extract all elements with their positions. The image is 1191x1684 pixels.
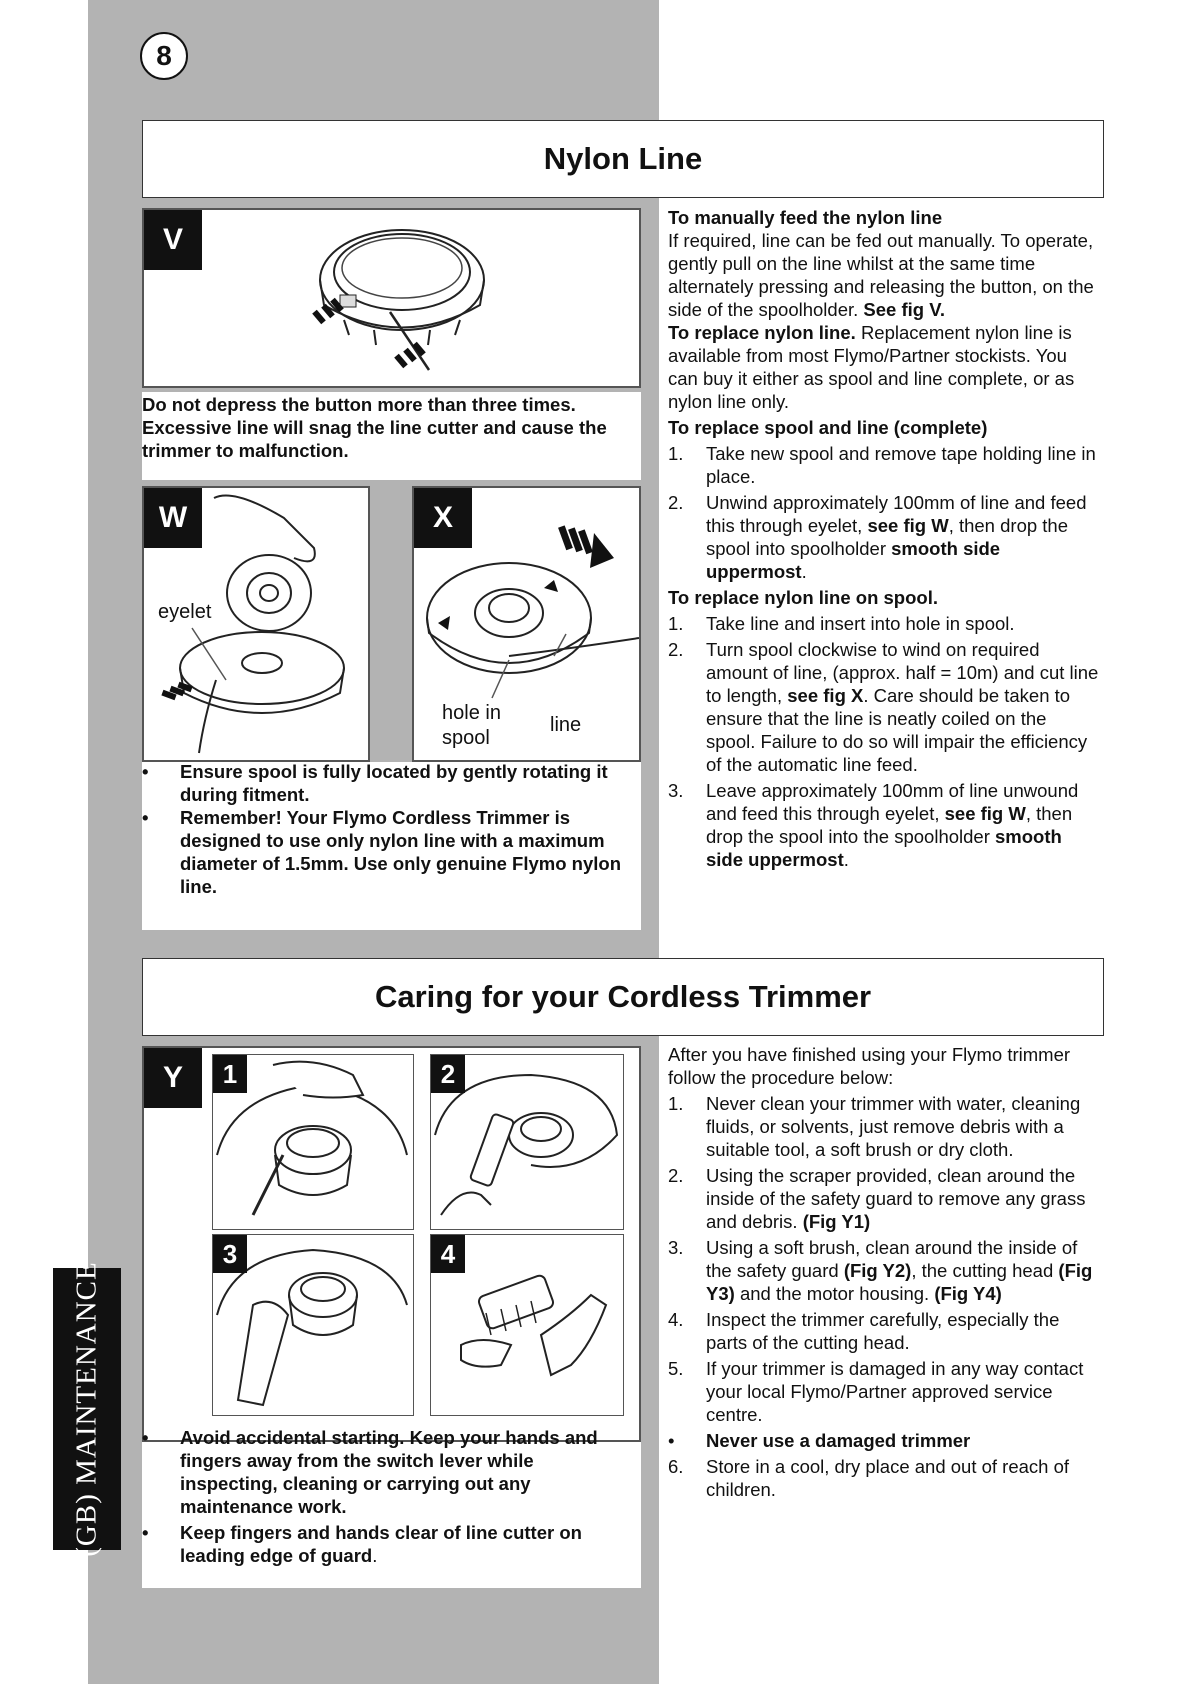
side-tab-label: (GB) MAINTENANCE [70,1261,103,1557]
caring-intro: After you have finished using your Flymo trimmer follow the procedure below: [668,1044,1071,1088]
spoolholder-illustration [144,210,639,386]
list-item: 3. Leave approximately 100mm of line unwound and feed this through eyelet, see fig W, then drop the spool into the spoolholder smooth side uppermost. [668,780,1079,870]
figure-w-label: W [144,488,202,548]
list-item: 5. If your trimmer is damaged in any way contact your local Flymo/Partner approved service centre. [668,1358,1084,1425]
page-number: 8 [140,32,188,80]
hole-in-spool-caption: hole in spool [442,702,501,749]
figure-y2 [430,1054,624,1230]
replace-nylon-text: To replace nylon line. Replacement nylon line is available from most Flymo/Partner stockists. You can buy it either as spool and line complete, or as nylon line only. [668,322,1075,412]
replace-spool-steps [668,442,1100,583]
figure-y3-number: 3 [213,1235,247,1273]
replace-line-on-spool-heading: To replace nylon line on spool. [668,587,938,608]
safety-notes-list [142,1426,632,1567]
list-item: • Never use a damaged trimmer [668,1430,971,1451]
list-item: • Remember! Your Flymo Cordless Trimmer is designed to use only nylon line with a maximum diameter of 1.5mm. Use only genuine Flymo nylon line. [142,806,632,898]
line-caption: line [550,714,582,736]
fitting-notes-list [142,760,632,898]
eyelet-caption: eyelet [158,601,212,623]
list-item: • Keep fingers and hands clear of line cutter on leading edge of guard. [142,1521,632,1567]
figure-y2-number: 2 [431,1055,465,1093]
nylon-line-instructions [668,206,1100,874]
figure-x-label: X [414,488,472,548]
section-side-tab [53,1261,121,1557]
figure-y4-number: 4 [431,1235,465,1273]
button-warning-text: Do not depress the button more than three times. Excessive line will snag the line cutter and cause the trimmer to malfunction. [142,394,607,461]
list-item: 1. Take new spool and remove tape holding line in place. [668,443,1096,487]
figure-v [142,208,641,388]
figure-y4 [430,1234,624,1416]
figure-v-label: V [144,210,202,270]
list-item: • Avoid accidental starting. Keep your hands and fingers away from the switch lever while inspecting, cleaning or carrying out any maintenance work. [142,1426,632,1518]
eyelet-illustration [144,488,368,760]
manual-feed-text: If required, line can be fed out manually. To operate, gently pull on the line whilst at the same time alternately pressing and releasing the button, on the side of the spoolholder. See fig V. [668,230,1094,320]
list-item: 1. Take line and insert into hole in spool. [668,613,1015,634]
figure-y-label: Y [144,1048,202,1108]
list-item: • Ensure spool is fully located by gently rotating it during fitment. [142,760,632,806]
list-item: 2. Using the scraper provided, clean around the inside of the safety guard to remove any grass and debris. (Fig Y1) [668,1165,1086,1232]
figure-y1 [212,1054,414,1230]
list-item: 2. Unwind approximately 100mm of line and feed this through eyelet, see fig W, then drop the spool into spoolholder smooth side uppermost. [668,492,1087,582]
caring-steps [668,1092,1100,1501]
list-item: 3. Using a soft brush, clean around the inside of the safety guard (Fig Y2), the cutting head (Fig Y3) and the motor housing. (Fig Y4) [668,1237,1093,1304]
list-item: 1. Never clean your trimmer with water, cleaning fluids, or solvents, just remove debris with a suitable tool, a soft brush or dry cloth. [668,1093,1081,1160]
replace-line-on-spool-steps [668,612,1100,871]
section-title-caring: Caring for your Cordless Trimmer [142,958,1104,1036]
figure-y1-number: 1 [213,1055,247,1093]
list-item: 4. Inspect the trimmer carefully, especially the parts of the cutting head. [668,1309,1060,1353]
section-title-nylon-line: Nylon Line [142,120,1104,198]
manual-feed-heading: To manually feed the nylon line [668,207,943,228]
caring-instructions [668,1043,1100,1504]
list-item: 6. Store in a cool, dry place and out of reach of children. [668,1456,1070,1500]
figure-y [142,1046,641,1442]
figure-x [412,486,641,762]
figure-y3 [212,1234,414,1416]
list-item: 2. Turn spool clockwise to wind on required amount of line, (approx. half = 10m) and cut line to length, see fig X. Care should be taken to ensure that the line is neatly coiled on the spool. Failure to do so will impair the efficiency of the automatic line feed. [668,639,1099,775]
figure-w [142,486,370,762]
replace-spool-heading: To replace spool and line (complete) [668,417,988,438]
